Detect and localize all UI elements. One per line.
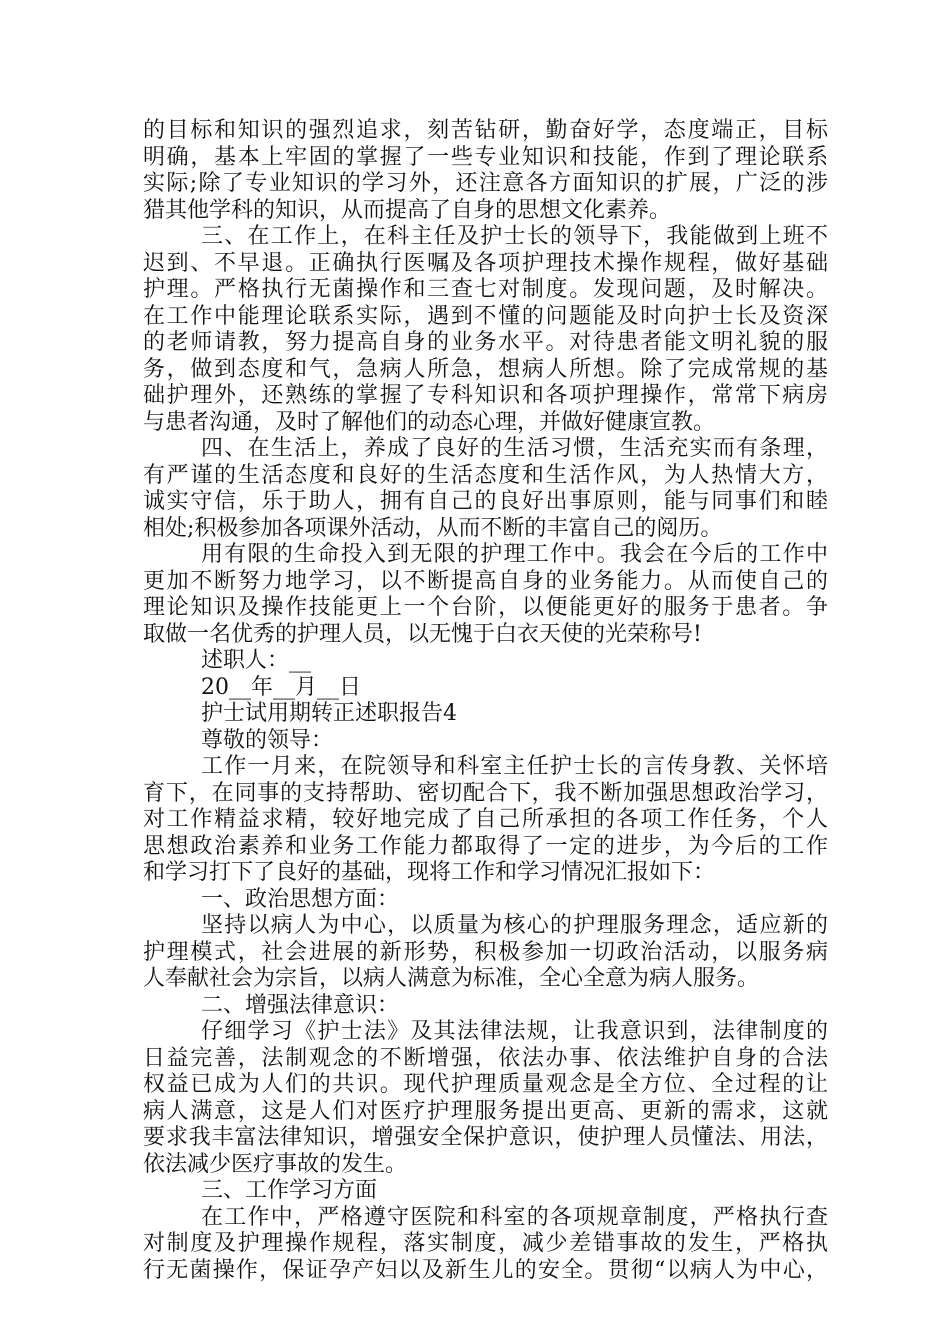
text-line: 病人满意，这是人们对医疗护理服务提出更高、更新的需求，这就 xyxy=(143,1098,828,1124)
text-line: 对制度及护理操作规程，落实制度，减少差错事故的发生，严格执 xyxy=(143,1231,828,1256)
text-line: 坚持以病人为中心，以质量为核心的护理服务理念，适应新的 xyxy=(201,913,828,938)
text-line: 明确，基本上牢固的掌握了一些专业知识和技能，作到了理论联系 xyxy=(143,144,828,170)
text-line: 育下，在同事的支持帮助、密切配合下，我不断加强思想政治学习， xyxy=(143,780,828,806)
text-line: 行无菌操作，保证孕产妇以及新生儿的安全。贯彻“以病人为中心， xyxy=(143,1257,828,1283)
text-line: 猎其他学科的知识，从而提高了自身的思想文化素养。 xyxy=(143,197,672,223)
text-line: 护理。严格执行无菌操作和三查七对制度。发现问题，及时解决。 xyxy=(143,277,828,302)
text-line: 用有限的生命投入到无限的护理工作中。我会在今后的工作中 xyxy=(201,542,828,567)
text-line: 和学习打下了良好的基础，现将工作和学习情况汇报如下： xyxy=(143,860,716,885)
text-line: 工作一月来，在院领导和科室主任护士长的言传身教、关怀培 xyxy=(201,754,828,779)
text-line: 要求我丰富法律知识，增强安全保护意识，使护理人员懂法、用法， xyxy=(143,1125,828,1150)
text-line: 日益完善，法制观念的不断增强，依法办事、依法维护自身的合法 xyxy=(143,1045,828,1071)
text-line: 实际;除了专业知识的学习外，还注意各方面知识的扩展，广泛的涉 xyxy=(143,171,828,196)
text-line: 仔细学习《护士法》及其法律法规，让我意识到，法律制度的 xyxy=(201,1019,828,1044)
text-line: 三、在工作上，在科主任及护士长的领导下，我能做到上班不 xyxy=(201,224,828,249)
text-line: 相处;积极参加各项课外活动，从而不断的丰富自己的阅历。 xyxy=(143,515,723,541)
text-line: 在工作中，严格遵守医院和科室的各项规章制度，严格执行查 xyxy=(201,1204,828,1230)
text-line: 四、在生活上，养成了良好的生活习惯，生活充实而有条理， xyxy=(201,436,828,461)
text-line: 的目标和知识的强烈追求，刻苦钻研，勤奋好学，态度端正，目标 xyxy=(143,118,828,143)
text-line: 诚实守信，乐于助人，拥有自己的良好出事原则，能与同事们和睦 xyxy=(143,489,828,514)
text-line: 20__年__月__日 xyxy=(201,674,361,700)
text-line: 务，做到态度和气，急病人所急，想病人所想。除了完成常规的基 xyxy=(143,356,828,382)
text-line: 人奉献社会为宗旨，以病人满意为标准，全心全意为病人服务。 xyxy=(143,966,760,991)
text-line: 思想政治素养和业务工作能力都取得了一定的进步，为今后的工作 xyxy=(143,833,828,859)
text-line: 有严谨的生活态度和良好的生活态度和生活作风，为人热情大方， xyxy=(143,462,828,488)
text-line: 的老师请教，努力提高自身的业务水平。对待患者能文明礼貌的服 xyxy=(143,330,828,355)
text-line: 与患者沟通，及时了解他们的动态心理，并做好健康宣教。 xyxy=(143,409,716,435)
text-line: 依法减少医疗事故的发生。 xyxy=(143,1151,408,1177)
text-line: 理论知识及操作技能更上一个台阶，以便能更好的服务于患者。争 xyxy=(143,595,828,620)
text-line: 三、工作学习方面 xyxy=(201,1178,378,1203)
text-line: 对工作精益求精，较好地完成了自己所承担的各项工作任务，个人 xyxy=(143,807,828,832)
text-line: 迟到、不早退。正确执行医嘱及各项护理技术操作规程，做好基础 xyxy=(143,250,828,276)
text-line: 护理模式，社会进展的新形势，积极参加一切政治活动，以服务病 xyxy=(143,939,828,965)
document-page xyxy=(143,118,828,1284)
text-line: 权益已成为人们的共识。现代护理质量观念是全方位、全过程的让 xyxy=(143,1072,828,1097)
text-line: 础护理外，还熟练的掌握了专科知识和各项护理操作，常常下病房 xyxy=(143,383,828,408)
text-line: 尊敬的领导： xyxy=(201,727,334,753)
text-line: 取做一名优秀的护理人员，以无愧于白衣天使的光荣称号! xyxy=(143,621,702,647)
text-line: 述职人：__ xyxy=(201,648,312,673)
text-line: 二、增强法律意识： xyxy=(201,992,400,1018)
text-line: 护士试用期转正述职报告4 xyxy=(201,701,457,726)
text-line: 更加不断努力地学习，以不断提高自身的业务能力。从而使自己的 xyxy=(143,568,828,594)
text-line: 一、政治思想方面： xyxy=(201,886,400,912)
text-line: 在工作中能理论联系实际，遇到不懂的问题能及时向护士长及资深 xyxy=(143,303,828,329)
